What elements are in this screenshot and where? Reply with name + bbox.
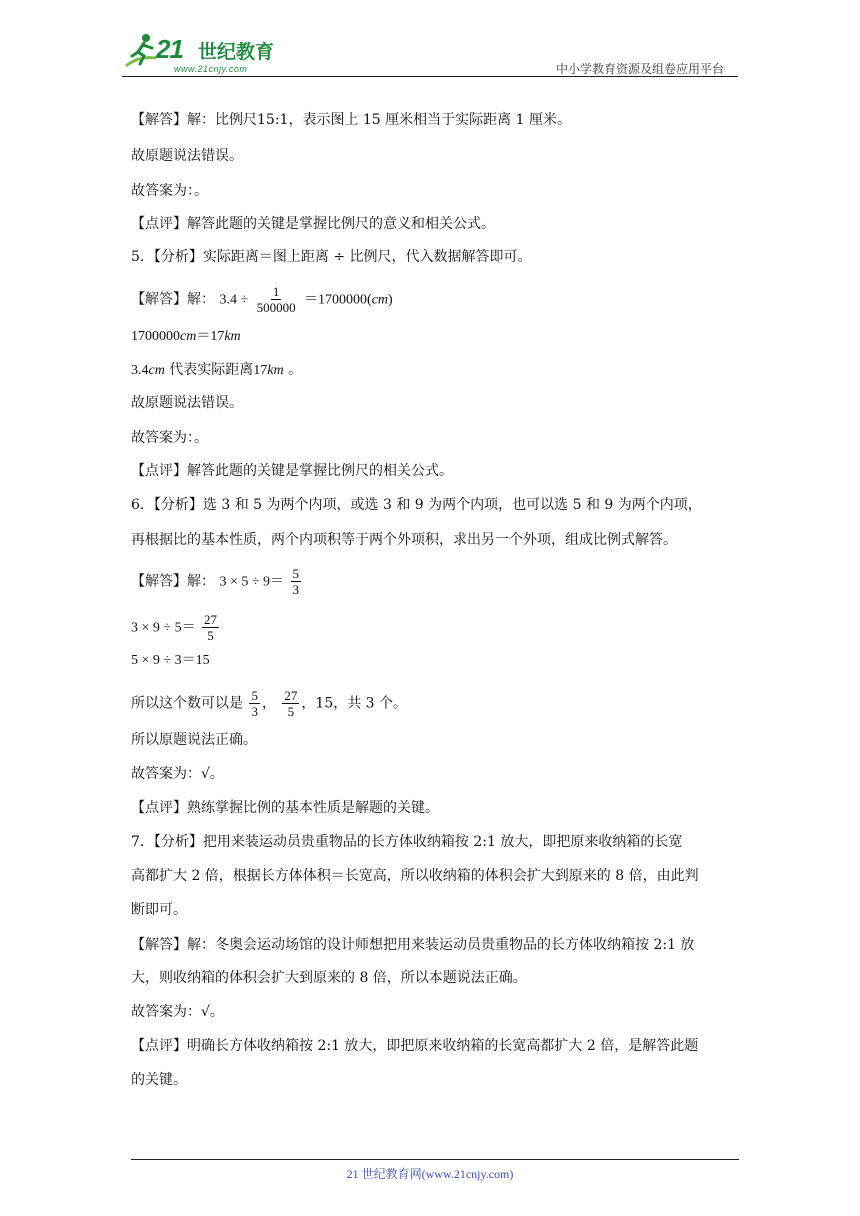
fraction	[202, 612, 219, 643]
math-line: 5 × 9 ÷ 3＝15	[131, 653, 210, 668]
math-expr: 1700000	[131, 329, 180, 344]
math-expr: 3 × 9 ÷ 5＝	[131, 620, 196, 636]
page-header	[122, 28, 738, 78]
unit: km	[224, 329, 241, 344]
text-line	[131, 360, 302, 381]
denominator: 5	[287, 704, 295, 719]
math-expr: 17	[253, 363, 268, 378]
numerator: 27	[284, 688, 298, 703]
unit: cm	[148, 363, 165, 378]
denominator: 3	[292, 582, 299, 597]
question-7-analysis: 7．【分析】把用来装运动员贵重物品的长方体收纳箱按 2:1 放大，即把原来收纳箱的长宽	[131, 834, 683, 850]
site-logo[interactable]	[122, 32, 292, 72]
footer-divider	[131, 1159, 739, 1160]
header-divider	[122, 76, 738, 77]
text-line: 【点评】明确长方体收纳箱按 2:1 放大，即把原来收纳箱的长宽高都扩大 2 倍，是解答此题	[131, 1038, 699, 1054]
text-line: 所以原题说法正确。	[131, 732, 257, 748]
question-5-solution	[131, 284, 393, 315]
fraction	[282, 688, 299, 719]
text-line: 故答案为：。	[131, 430, 208, 446]
footer-link[interactable]: 21 世纪教育网(www.21cnjy.com)	[346, 1167, 514, 1181]
text-line: 故答案为：。	[131, 183, 208, 199]
text-line	[131, 688, 407, 719]
text-line: 断即可。	[131, 902, 187, 918]
math-expr: )	[388, 292, 393, 308]
numerator: 27	[204, 612, 218, 627]
platform-tagline: 中小学教育资源及组卷应用平台	[555, 62, 724, 76]
math-expr: ＝1700000(	[304, 292, 372, 308]
question-7-solution: 【解答】解：冬奥会运动场馆的设计师想把用来装运动员贵重物品的长方体收纳箱按 2:1 放	[131, 937, 695, 953]
solution-label: 【解答】解：	[131, 291, 215, 308]
solution-label: 【解答】解：	[131, 573, 215, 590]
text-line: 高都扩大 2 倍，根据长方体体积＝长宽高，所以收纳箱的体积会扩大到原来的 8 倍，由此判	[131, 868, 699, 884]
text-line: 的关键。	[131, 1072, 187, 1088]
text-run: 所以这个数可以是	[131, 695, 243, 712]
denominator: 500000	[256, 300, 296, 315]
fraction	[249, 688, 260, 719]
text-line: 故原题说法错误。	[131, 148, 243, 164]
math-expr: 3.4	[131, 363, 149, 378]
math-line	[131, 326, 241, 347]
math-expr: 3.4 ÷	[219, 292, 249, 308]
math-expr: ＝17	[196, 329, 225, 344]
numerator: 5	[251, 688, 258, 703]
question-6-solution	[131, 566, 303, 597]
text-line: 再根据比的基本性质，两个内项积等于两个外项积，求出另一个外项，组成比例式解答。	[131, 532, 677, 548]
numerator: 5	[292, 566, 299, 581]
text-line: 【点评】解答此题的关键是掌握比例尺的相关公式。	[131, 463, 453, 479]
unit: km	[267, 363, 284, 378]
text-line: 大，则收纳箱的体积会扩大到原来的 8 倍，所以本题说法正确。	[131, 970, 527, 986]
text-line: 故答案为：√。	[131, 1004, 224, 1020]
text-line: 【解答】解：比例尺15:1，表示图上 15 厘米相当于实际距离 1 厘米。	[131, 112, 571, 128]
unit: cm	[180, 329, 197, 344]
math-line	[131, 612, 221, 643]
denominator: 5	[207, 628, 214, 643]
text-line: 故答案为：√。	[131, 766, 224, 782]
question-5-analysis: 5．【分析】实际距离＝图上距离 ÷ 比例尺，代入数据解答即可。	[131, 249, 532, 265]
text-line: 【点评】熟练掌握比例的基本性质是解题的关键。	[131, 800, 439, 816]
text-run: ，15，共 3 个。	[301, 695, 408, 712]
text-line: 【点评】解答此题的关键是掌握比例尺的意义和相关公式。	[131, 216, 495, 232]
logo-text: 世纪教育	[198, 41, 275, 63]
logo-number: 21	[156, 34, 183, 64]
fraction	[255, 284, 298, 315]
text-line: 故原题说法错误。	[131, 395, 243, 411]
logo-url: www.21cnjy.com	[174, 64, 248, 74]
fraction	[291, 566, 302, 597]
question-6-analysis: 6．【分析】选 3 和 5 为两个内项，或选 3 和 9 为两个内项，也可以选 5 和 9 为两个内项，	[131, 497, 702, 513]
math-expr: 3 × 5 ÷ 9＝	[219, 574, 285, 590]
numerator: 1	[272, 284, 280, 299]
text-run: 。	[288, 362, 303, 378]
unit: cm	[371, 292, 389, 308]
denominator: 3	[251, 704, 258, 719]
text-run: 代表实际距离	[169, 362, 254, 378]
text-run: ，	[261, 695, 276, 712]
